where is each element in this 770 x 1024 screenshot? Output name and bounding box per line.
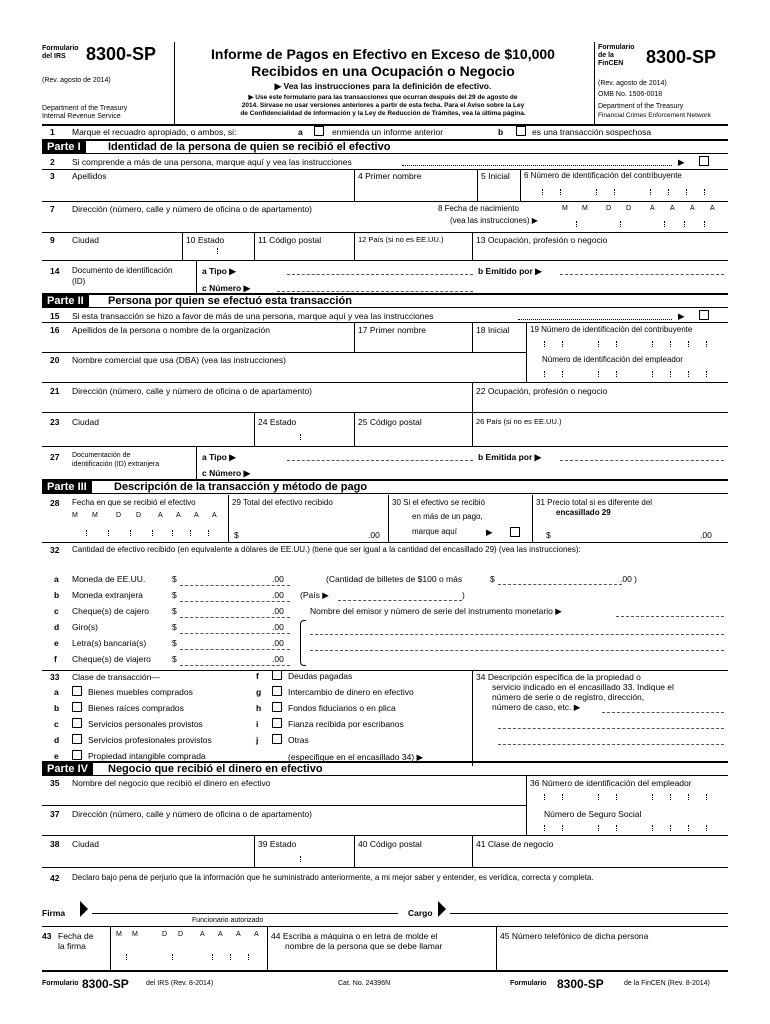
instructions-line-2: ▶ Use este formulario para las transacciones que ocurran después del 29 de agosto de (248, 94, 518, 101)
line-number: 7 (50, 204, 55, 214)
property-description-label: 34 Descripción específica de la propiedad o (476, 672, 641, 682)
contact-name-label: 44 Escriba a máquina o en letra de molde el (271, 931, 438, 941)
dob-instructions: (vea las instrucciones) ▶ (450, 216, 538, 225)
initial-2-label: 18 Inicial (476, 325, 510, 335)
instructions-line-3: 2014. Sírvase no usar versiones anteriores a partir de esta fecha. Para el Aviso sobre la Ley (241, 102, 525, 109)
multiple-payments-checkbox[interactable] (510, 527, 520, 537)
dba-label: Nombre comercial que usa (DBA) (vea las instrucciones) (72, 355, 286, 365)
right-dept-1: Department of the Treasury (598, 103, 684, 110)
parte-2-header (42, 293, 728, 308)
id-number-field[interactable] (277, 291, 473, 292)
bills-cents: .00 ) (620, 574, 638, 584)
business-employer-id-field[interactable] (530, 794, 728, 804)
ssn-field[interactable] (530, 825, 728, 835)
multiple-beneficiaries-checkbox[interactable] (699, 310, 709, 320)
cash-row[interactable]: b Moneda extranjera $ .00 (42, 590, 342, 606)
omb-number: OMB No. 1506-0018 (598, 91, 663, 98)
date-received-field[interactable]: M M D D A A A A (72, 510, 222, 540)
business-address-label: Dirección (número, calle y número de oficina o de apartamento) (72, 809, 313, 819)
ssn-label: Número de Seguro Social (544, 809, 642, 819)
line-number: 43 (42, 931, 52, 941)
title-field[interactable] (450, 913, 728, 914)
suspicious-label: es una transacción sospechosa (532, 127, 652, 137)
bracket (300, 620, 306, 666)
line-number: 16 (50, 325, 60, 335)
city-2-label: Ciudad (72, 417, 99, 427)
dollar-sign: $ (546, 530, 551, 540)
business-state-label: 39 Estado (258, 839, 297, 849)
form-title-2: Recibidos en una Ocupación o Negocio (251, 63, 515, 79)
parte-3-title: Descripción de la transacción y método de pago (114, 481, 368, 493)
form-label-right: Formulario de la FinCEN (598, 44, 635, 67)
amend-label: enmienda un informe anterior (332, 127, 444, 137)
foreign-id-issued-field[interactable] (560, 460, 724, 461)
transaction-option[interactable]: a Bienes muebles comprados (54, 687, 193, 697)
id-doc-label: Documento de identificación (72, 266, 173, 275)
dob-label: 8 Fecha de nacimiento (438, 204, 519, 213)
form-label-left: Formulario del IRS (42, 45, 79, 60)
parte-2-label: Parte II (42, 295, 89, 308)
parte-1-label: Parte I (42, 141, 86, 154)
form-number-left: 8300-SP (86, 44, 157, 64)
property-description-label-2: servicio indicado en el encasillado 33. Indique el (492, 682, 674, 692)
line-number: 21 (50, 386, 60, 396)
line15-text: Si esta transacción se hizo a favor de más de una persona, marque aquí y vea las instrucciones (72, 311, 434, 321)
signature-date-label: Fecha de (58, 931, 94, 941)
arrow-icon: ▶ (486, 527, 493, 537)
zip-label: 11 Código postal (258, 235, 322, 245)
total-price-cents: .00 (700, 530, 712, 540)
cash-row[interactable]: e Letra(s) bancaria(s) $ .00 (42, 638, 342, 654)
line-number: 27 (50, 452, 60, 462)
dob-field[interactable]: M M D D A A A A (558, 203, 728, 233)
occupation-label: 13 Ocupación, profesión o negocio (476, 235, 608, 245)
zip-2-label: 25 Código postal (358, 417, 422, 427)
cash-row[interactable]: d Giro(s) $ .00 (42, 622, 342, 638)
parte-1-title: Identidad de la persona de quien se recibió el efectivo (108, 141, 391, 153)
line-number: 32 (50, 545, 60, 555)
taxpayer-id-2-field[interactable] (530, 341, 728, 351)
issuer-field-2[interactable] (310, 634, 724, 635)
address-2-label: Dirección (número, calle y número de oficina o de apartamento) (72, 386, 313, 396)
business-employer-id-label: 36 Número de identificación del empleador (530, 778, 692, 788)
close-paren: ) (462, 590, 465, 600)
transaction-option[interactable]: i Fianza recibida por escribanos (256, 719, 404, 729)
title-label: Cargo (408, 908, 433, 918)
first-name-2-label: 17 Primer nombre (358, 325, 427, 335)
issuer-label: Nombre del emisor y número de serie del instrumento monetario ▶ (310, 606, 562, 616)
instructions-line-4: de Confidencialidad de Información y la Ley de Reducción de Trámites, vea la última página. (240, 110, 526, 117)
date-received-label: Fecha en que se recibió el efectivo (72, 498, 196, 507)
id-number-label: c Número ▶ (202, 283, 251, 293)
foreign-id-issued-label: b Emitida por ▶ (478, 452, 542, 462)
multiple-persons-checkbox[interactable] (699, 156, 709, 166)
country-2-label: 26 País (si no es EE.UU.) (476, 417, 562, 426)
cash-breakdown (42, 574, 342, 670)
total-cash-label: 29 Total del efectivo recibido (232, 498, 333, 507)
parte-2-title: Persona por quien se efectuó esta transacción (108, 295, 352, 307)
line-number: 38 (50, 839, 60, 849)
id-issued-label: b Emitido por ▶ (478, 266, 542, 276)
occupation-2-label: 22 Ocupación, profesión o negocio (476, 386, 608, 396)
employer-id-field[interactable] (530, 371, 728, 381)
line1-text: Marque el recuadro apropiado, o ambos, si: (72, 127, 237, 137)
catalog-number: Cat. No. 24396N (338, 980, 391, 987)
signature-arrow-icon (80, 901, 88, 917)
state-2-label: 24 Estado (258, 417, 297, 427)
parte-3-label: Parte III (42, 481, 92, 494)
amend-checkbox[interactable] (314, 126, 324, 136)
line1-a-letter: a (298, 127, 303, 137)
transaction-types-left (42, 686, 252, 766)
suspicious-checkbox[interactable] (516, 126, 526, 136)
form-number-right: 8300-SP (646, 47, 717, 67)
declaration-text: Declaro bajo pena de perjurio que la información que he suministrado anteriormente, a mi mejor saber y entender, es verídica, correcta y completa. (72, 873, 594, 882)
first-name-label: 4 Primer nombre (358, 171, 422, 181)
signature-field[interactable] (92, 913, 398, 914)
parte-3-header (42, 479, 728, 494)
signature-label: Firma (42, 908, 66, 918)
taxpayer-id-field[interactable] (524, 186, 728, 196)
address-label: Dirección (número, calle y número de oficina o de apartamento) (72, 204, 313, 214)
line-number: 14 (50, 266, 60, 276)
line-number: 3 (50, 171, 55, 181)
cash-row[interactable]: f Cheque(s) de viajero $ .00 (42, 654, 342, 670)
issuer-field[interactable] (616, 616, 724, 617)
transaction-option[interactable]: e Propiedad intangible comprada (54, 751, 206, 761)
org-name-label: Apellidos de la persona o nombre de la organización (72, 325, 270, 335)
footer-rev: del IRS (Rev. 8-2014) (146, 980, 214, 987)
foreign-id-label: Documentación de (72, 452, 131, 459)
form-title-1: Informe de Pagos en Efectivo en Exceso de $10,000 (211, 46, 555, 62)
transaction-option[interactable]: j Otras (256, 735, 309, 745)
employer-id-label: Número de identificación del empleador (542, 355, 683, 364)
business-city-label: Ciudad (72, 839, 99, 849)
line-number: 35 (50, 778, 60, 788)
authorized-official-label: Funcionario autorizado (192, 917, 264, 924)
total-cash-cents: .00 (368, 530, 380, 540)
form-page: Formulario del IRS 8300-SP (Rev. agosto de 2014) Department of the Treasury Internal Revenue Service Informe de Pagos en Efectivo en Exceso de $10,000 Recibidos en una Ocupación o Negocio ▶ Vea las instrucciones para la definición de efectivo. ▶ Use este formulario para las transacciones que ocurran después del 29 de agosto de 2014. Sírvase no usar versiones anteriores a partir de esta fecha. Para el Aviso sobre la Ley de Confidencialidad de Información y la Ley de Reducción de Trámites, vea la última página. Formulario de la FinCEN 8300-SP (Rev. agosto de 2014) OMB No. 1506-0018 Department of the Treasury Financial Crimes Enforcement Network 1 Marque el recuadro apropiado, o ambos, si: a enmienda un informe anterior b es una transacción sospechosa Parte I Identidad de la persona de quien se recibió el efectivo 2 Si comprende a más de una persona, marque aquí y vea las instrucciones ▶ 3 Apellidos 4 Primer nombre 5 Inicial 6 Número de identificación del contribuyente 7 Dirección (número, calle y número de oficina o de apartamento) 8 Fecha de nacimiento (vea las instrucciones) ▶ M M D D A A A A 9 Ciudad 10 Estado 11 Código postal 12 País (si no es EE.UU.) 13 Ocupación, profesión o negocio 14 Documento de identificación (ID) a Tipo ▶ c Número ▶ b Emitido por ▶ Parte II Persona por quien se efectuó esta transacción 15 Si esta transacción se hizo a favor de más de una persona, marque aquí y vea las instrucciones ▶ 16 Apellidos de la persona o nombre de la organización 17 Primer nombre 18 Inicial 19 Número de identificación del contribuyente 20 Nombre comercial que usa (DBA) (vea las instrucciones) Número de identificación del empleador 21 Dirección (número, calle y número de oficina o de apartamento) 22 Ocupación, profesión o negocio 23 Ciudad 24 Estado 25 Código postal 26 País (si no es EE.UU.) 27 Documentación de identificación (ID) extranjera a Tipo ▶ c Número ▶ b Emitida por ▶ Parte III Descripción de la transacción y método de pago 28 Fecha en que se recibió el efectivo M M D D A A A A 29 Total del efectivo recibido $ .00 30 Si el efectivo se recibió en más de un pago, marque aquí ▶ 31 Precio total si es diferente del encasillado 29 $ .00 32 Cantidad de efectivo recibido (en equivalente a dólares de EE.UU.) (tiene que ser igual a la cantidad del encasillado 29) (vea las instrucciones): a Moneda de EE.UU. $ .00 b Moneda extranjera $ .00 c Cheque(s) de cajero $ .00 d Giro(s) $ .00 e Letra(s) bancaria(s) $ .00 f Cheque(s) de viajero $ .00 (Cantidad de billetes de $100 o más $ .00 ) (País ▶ ) Nombre del emisor y número de serie del instrumento monetario ▶ 33 Clase de transacción— a Bienes muebles comprados b Bienes raíces comprados c Servicios personales provistos d Servicios profesionales provistos e Propiedad intangible comprada f Deudas pagadas g Intercambio de dinero en efectivo h Fondos fiduciarios o en plica i Fianza recibida por escribanos j Otras (especifique en el encasillado 34) ▶ 34 Descripción específica de la propiedad o servicio indicado en el encasillado 33. Indique el número de serie o de registro, dirección, número de caso, etc. ▶ Parte IV Negocio que recibió el dinero en efectivo 35 Nombre del negocio que recibió el dinero en efectivo 36 Número de identificación del empleador 37 Dirección (número, calle y número de oficina o de apartamento) Número de Seguro Social 38 Ciudad 39 Estado 40 Código postal 41 Clase de negocio 42 Declaro bajo pena de perjurio que la información que he suministrado anteriormente, a mi mejor saber y entender, es verídica, correcta y completa. Firma Funcionario autorizado Cargo 43 Fecha de la firma M M D D A A A A 44 Escriba a máquina o en letra de molde el nombre de la persona que se debe llamar 45 Número telefónico de dicha persona Formulario 8300-SP del IRS (Rev. 8-2014) Cat. No. 24396N Formulario 8300-SP de la FinCEN (Rev. 8-2014) (42, 42, 728, 1002)
property-description-label-3: número de serie o de registro, dirección, (492, 692, 645, 702)
line-number: 20 (50, 355, 60, 365)
line2-text: Si comprende a más de una persona, marque aquí y vea las instrucciones (72, 157, 352, 167)
transaction-option[interactable]: b Bienes raíces comprados (54, 703, 184, 713)
instructions-cash: ▶ Vea las instrucciones para la definición de efectivo. (274, 81, 492, 91)
property-description-field-2[interactable] (498, 728, 724, 729)
business-zip-label: 40 Código postal (358, 839, 422, 849)
taxpayer-id-2-label: 19 Número de identificación del contribuyente (530, 325, 693, 334)
footer-form-label: Formulario (42, 980, 79, 987)
id-type-label: a Tipo ▶ (202, 266, 236, 276)
parte-4-label: Parte IV (42, 763, 93, 776)
transaction-option[interactable]: c Servicios personales provistos (54, 719, 203, 729)
foreign-id-type-field[interactable] (287, 460, 473, 461)
signature-date-field[interactable]: M M D D A A A A (114, 930, 264, 968)
footer-form-label-right: Formulario (510, 980, 547, 987)
line-number: 42 (50, 873, 60, 883)
property-description-field-3[interactable] (498, 744, 724, 745)
country-currency-label: (País ▶ (300, 590, 329, 600)
other-specify-label: (especifique en el encasillado 34) ▶ (288, 752, 424, 762)
rev-right: (Rev. agosto de 2014) (598, 80, 667, 87)
state-label: 10 Estado (186, 235, 225, 245)
transaction-option[interactable]: h Fondos fiduciarios o en plica (256, 703, 396, 713)
id-type-field[interactable] (287, 274, 473, 275)
line-number: 23 (50, 417, 60, 427)
parte-4-header (42, 761, 728, 776)
footer-rev-right: de la FinCEN (Rev. 8-2014) (624, 980, 710, 987)
line-number: 15 (50, 311, 60, 321)
initial-label: 5 Inicial (481, 171, 510, 181)
bills-label: (Cantidad de billetes de $100 o más (326, 574, 463, 584)
transaction-types-right (252, 670, 472, 766)
line-number: 1 (50, 127, 55, 137)
dollar-sign: $ (234, 530, 239, 540)
title-arrow-icon (438, 901, 446, 917)
parte-1-header (42, 139, 728, 154)
bills-amount-field[interactable] (498, 584, 622, 585)
line-number: 33 (50, 672, 60, 682)
country-currency-field[interactable] (338, 600, 462, 601)
line-number: 28 (50, 498, 60, 508)
property-description-field[interactable] (602, 712, 724, 713)
line-number: 9 (50, 235, 55, 245)
foreign-id-type-label: a Tipo ▶ (202, 452, 236, 462)
cash-row[interactable]: a Moneda de EE.UU. $ .00 (42, 574, 342, 590)
foreign-id-label-2: identificación (ID) extranjera (72, 461, 160, 468)
contact-phone-label: 45 Número telefónico de dicha persona (500, 931, 649, 941)
multiple-payments-label-3: marque aquí (412, 527, 457, 536)
taxpayer-id-label: 6 Número de identificación del contribuyente (524, 171, 682, 180)
total-price-label: 31 Precio total si es diferente del (536, 498, 653, 507)
transaction-option[interactable]: d Servicios profesionales provistos (54, 735, 212, 745)
last-name-label: Apellidos (72, 171, 107, 181)
multiple-payments-label-2: en más de un pago, (412, 512, 483, 521)
transaction-type-label: Clase de transacción— (72, 672, 160, 682)
dept-irs: Internal Revenue Service (42, 113, 121, 120)
business-type-label: 41 Clase de negocio (476, 839, 554, 849)
dept-treasury: Department of the Treasury (42, 105, 128, 112)
line-number: 2 (50, 157, 55, 167)
property-description-label-4: número de caso, etc. ▶ (492, 702, 581, 712)
id-issued-field[interactable] (560, 274, 724, 275)
city-label: Ciudad (72, 235, 99, 245)
footer-form-number-right: 8300-SP (557, 977, 604, 991)
rev-left: (Rev. agosto de 2014) (42, 77, 111, 84)
parte-4-title: Negocio que recibió el dinero en efectivo (108, 763, 323, 775)
line1-b-letter: b (498, 127, 504, 137)
cash-amount-label: Cantidad de efectivo recibido (en equivalente a dólares de EE.UU.) (tiene que ser igual a la cantidad del encasillado 29) (vea las instrucciones): (72, 545, 581, 554)
transaction-option[interactable]: g Intercambio de dinero en efectivo (256, 687, 414, 697)
business-name-label: Nombre del negocio que recibió el dinero en efectivo (72, 778, 271, 788)
multiple-payments-label: 30 Si el efectivo se recibió (392, 498, 485, 507)
id-doc-label-2: (ID) (72, 277, 86, 286)
dollar-sign: $ (490, 574, 495, 584)
line-number: 37 (50, 809, 60, 819)
contact-name-label-2: nombre de la persona que se debe llamar (285, 941, 443, 951)
foreign-id-number-label: c Número ▶ (202, 468, 251, 478)
country-label: 12 País (si no es EE.UU.) (358, 235, 444, 244)
issuer-field-3[interactable] (310, 650, 724, 651)
signature-date-label-2: la firma (58, 941, 86, 951)
cash-row[interactable]: c Cheque(s) de cajero $ .00 (42, 606, 342, 622)
right-dept-2: Financial Crimes Enforcement Network (598, 112, 711, 119)
transaction-option[interactable]: f Deudas pagadas (256, 671, 353, 681)
total-price-label-2: encasillado 29 (556, 508, 611, 517)
footer-form-number: 8300-SP (82, 977, 129, 991)
